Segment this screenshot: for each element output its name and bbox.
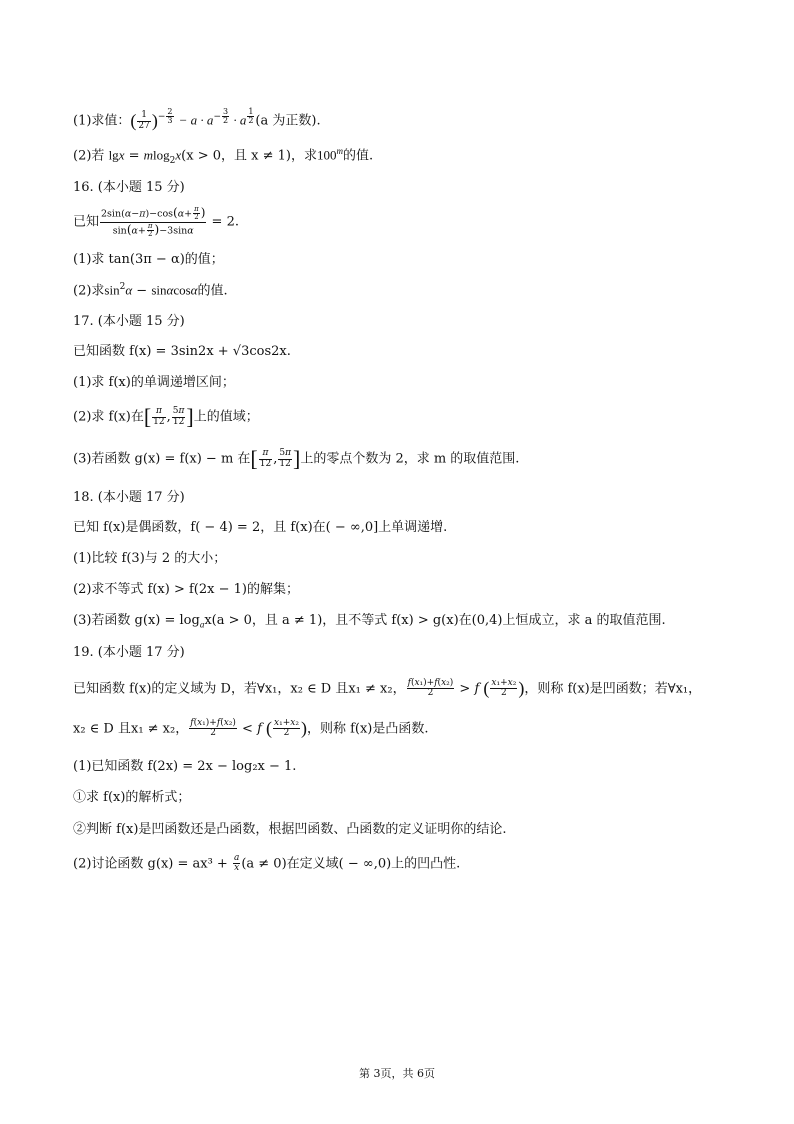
q19-line1-suffix: ，则称 f(x)是凹函数；若∀x₁， (524, 681, 702, 697)
q16-part2-suffix: 的值. (197, 283, 228, 299)
q16-equals: = 2. (207, 214, 239, 230)
q19-part2-suffix: (a ≠ 0)在定义域( − ∞,0)上的凹凸性. (241, 856, 461, 872)
q16-given-label: 已知 (73, 214, 100, 230)
q15-part1: (1)求值：( $\frac{1}{27}$ )$^{- \frac{2}{3}}$ − $a \cdot a^{- \frac{3}{2}}$ · a $^{\frac{1}{2}}$ (a 为正数). (73, 107, 321, 131)
q18-part3: (3)若函数 $g(x) = \log_ax(a > 0$，且 a ≠ 1)，且不等式 f(x) > g(x)在(0,4)上恒成立，求 a 的取值范围. (73, 613, 666, 630)
q19-part2-label: (2)讨论函数 g(x) = ax³ + (73, 856, 232, 872)
q19-line1-prefix: 已知函数 f(x)的定义域为 D，若∀x₁，x₂ ∈ D 且x₁ ≠ x₂， (73, 681, 406, 697)
q17-part2-suffix: 上的值域； (193, 409, 259, 425)
q15-part2: (2)若 lgx = mlog$_2$x(x > 0，且 x ≠ 1)，求100$^m$的值. (73, 146, 374, 166)
q19-line2-prefix: x₂ ∈ D 且x₁ ≠ x₂， (73, 721, 189, 737)
q16-part1: (1)求 tan(3π − α)的值； (73, 252, 224, 267)
q19-part1: (1)已知函数 f(2x) = 2x − log₂x − 1. (73, 759, 297, 774)
q19-definition-line2: x₂ ∈ D 且x₁ ≠ x₂， $\frac{\text{f(x₁)+f(x₂)}}{2}$ < f ( $\frac{\text{x₁+x₂}}{2}$ )，则称 f(x)是凸函数. (73, 717, 429, 739)
q18-part2: (2)求不等式 f(x) > f(2x − 1)的解集； (73, 582, 299, 597)
q19-header: 19. (本小题 17 分) (73, 645, 185, 660)
q18-header: 18. (本小题 17 分) (73, 490, 185, 505)
q16-given: 已知 2sin(α−π)−cos(α+ $\frac{\pi}{2}$ ) sin(α+ $\frac{\pi}{2}$ )−3sinα = 2. (73, 205, 239, 239)
q17-given: 已知函数 f(x) = 3sin2x + √3cos2x. (73, 344, 291, 359)
q16-part2-label: (2)求 (73, 283, 105, 299)
q17-part2-label: (2)求 f(x)在 (73, 409, 144, 425)
q16-part2: (2)求$\sin^2\alpha - \sin\alpha\cos\alpha$的值. (73, 282, 228, 299)
q17-part3-suffix: 上的零点个数为 2，求 m 的取值范围. (300, 451, 520, 467)
q19-definition-line1: 已知函数 f(x)的定义域为 D，若∀x₁，x₂ ∈ D 且x₁ ≠ x₂， $\frac{\text{f(x₁)+f(x₂)}}{2}$ > f ( $\frac{\text{x₁+x₂}}{2}$ )，则称 f(x)是凹函数；若∀x₁， (73, 677, 702, 699)
q15-part2-label: (2)若 (73, 148, 109, 164)
q15-part2-cond: (x > 0，且 x ≠ 1)，求 (181, 148, 317, 164)
q17-part2: (2)求 f(x)在[ $\frac{\pi}{12}$ , $\frac{5\pi}{12}$ ]上的值域； (73, 404, 259, 429)
q15-part1-suffix: (a 为正数). (255, 113, 321, 129)
q18-part3-suffix: x(a > 0，且 a ≠ 1)，且不等式 f(x) > g(x)在(0,4)上恒成立，求 a 的取值范围. (204, 613, 666, 628)
q17-header: 17. (本小题 15 分) (73, 314, 185, 329)
q19-part1-a: ①求 f(x)的解析式； (73, 790, 191, 805)
q19-part1-b: ②判断 f(x)是凹函数还是凸函数，根据凹函数、凸函数的定义证明你的结论. (73, 822, 507, 837)
q19-part2: (2)讨论函数 g(x) = ax³ + $\frac{a}{x}$ (a ≠ 0)在定义域( − ∞,0)上的凹凸性. (73, 853, 461, 874)
q18-given: 已知 f(x)是偶函数，f( − 4) = 2，且 f(x)在( − ∞,0]上单调递增. (73, 520, 448, 535)
q17-part1: (1)求 f(x)的单调递增区间； (73, 375, 235, 390)
q18-part1: (1)比较 f(3)与 2 的大小； (73, 551, 227, 566)
q16-header: 16. (本小题 15 分) (73, 180, 185, 195)
q18-part3-label: (3)若函数 g(x) = log (73, 613, 200, 628)
q15-part1-label: (1)求值： (73, 113, 131, 129)
q17-part3: (3)若函数 g(x) = f(x) − m 在[ $\frac{\pi}{12}$ , $\frac{5\pi}{12}$ ]上的零点个数为 2，求 m 的取值范围. (73, 446, 520, 471)
q15-part2-suffix: 的值. (342, 148, 374, 164)
q19-line2-suffix: ，则称 f(x)是凸函数. (306, 721, 429, 737)
q17-part3-label: (3)若函数 g(x) = f(x) − m 在 (73, 451, 251, 467)
page-footer: 第 3页，共 6页 (359, 1067, 435, 1080)
